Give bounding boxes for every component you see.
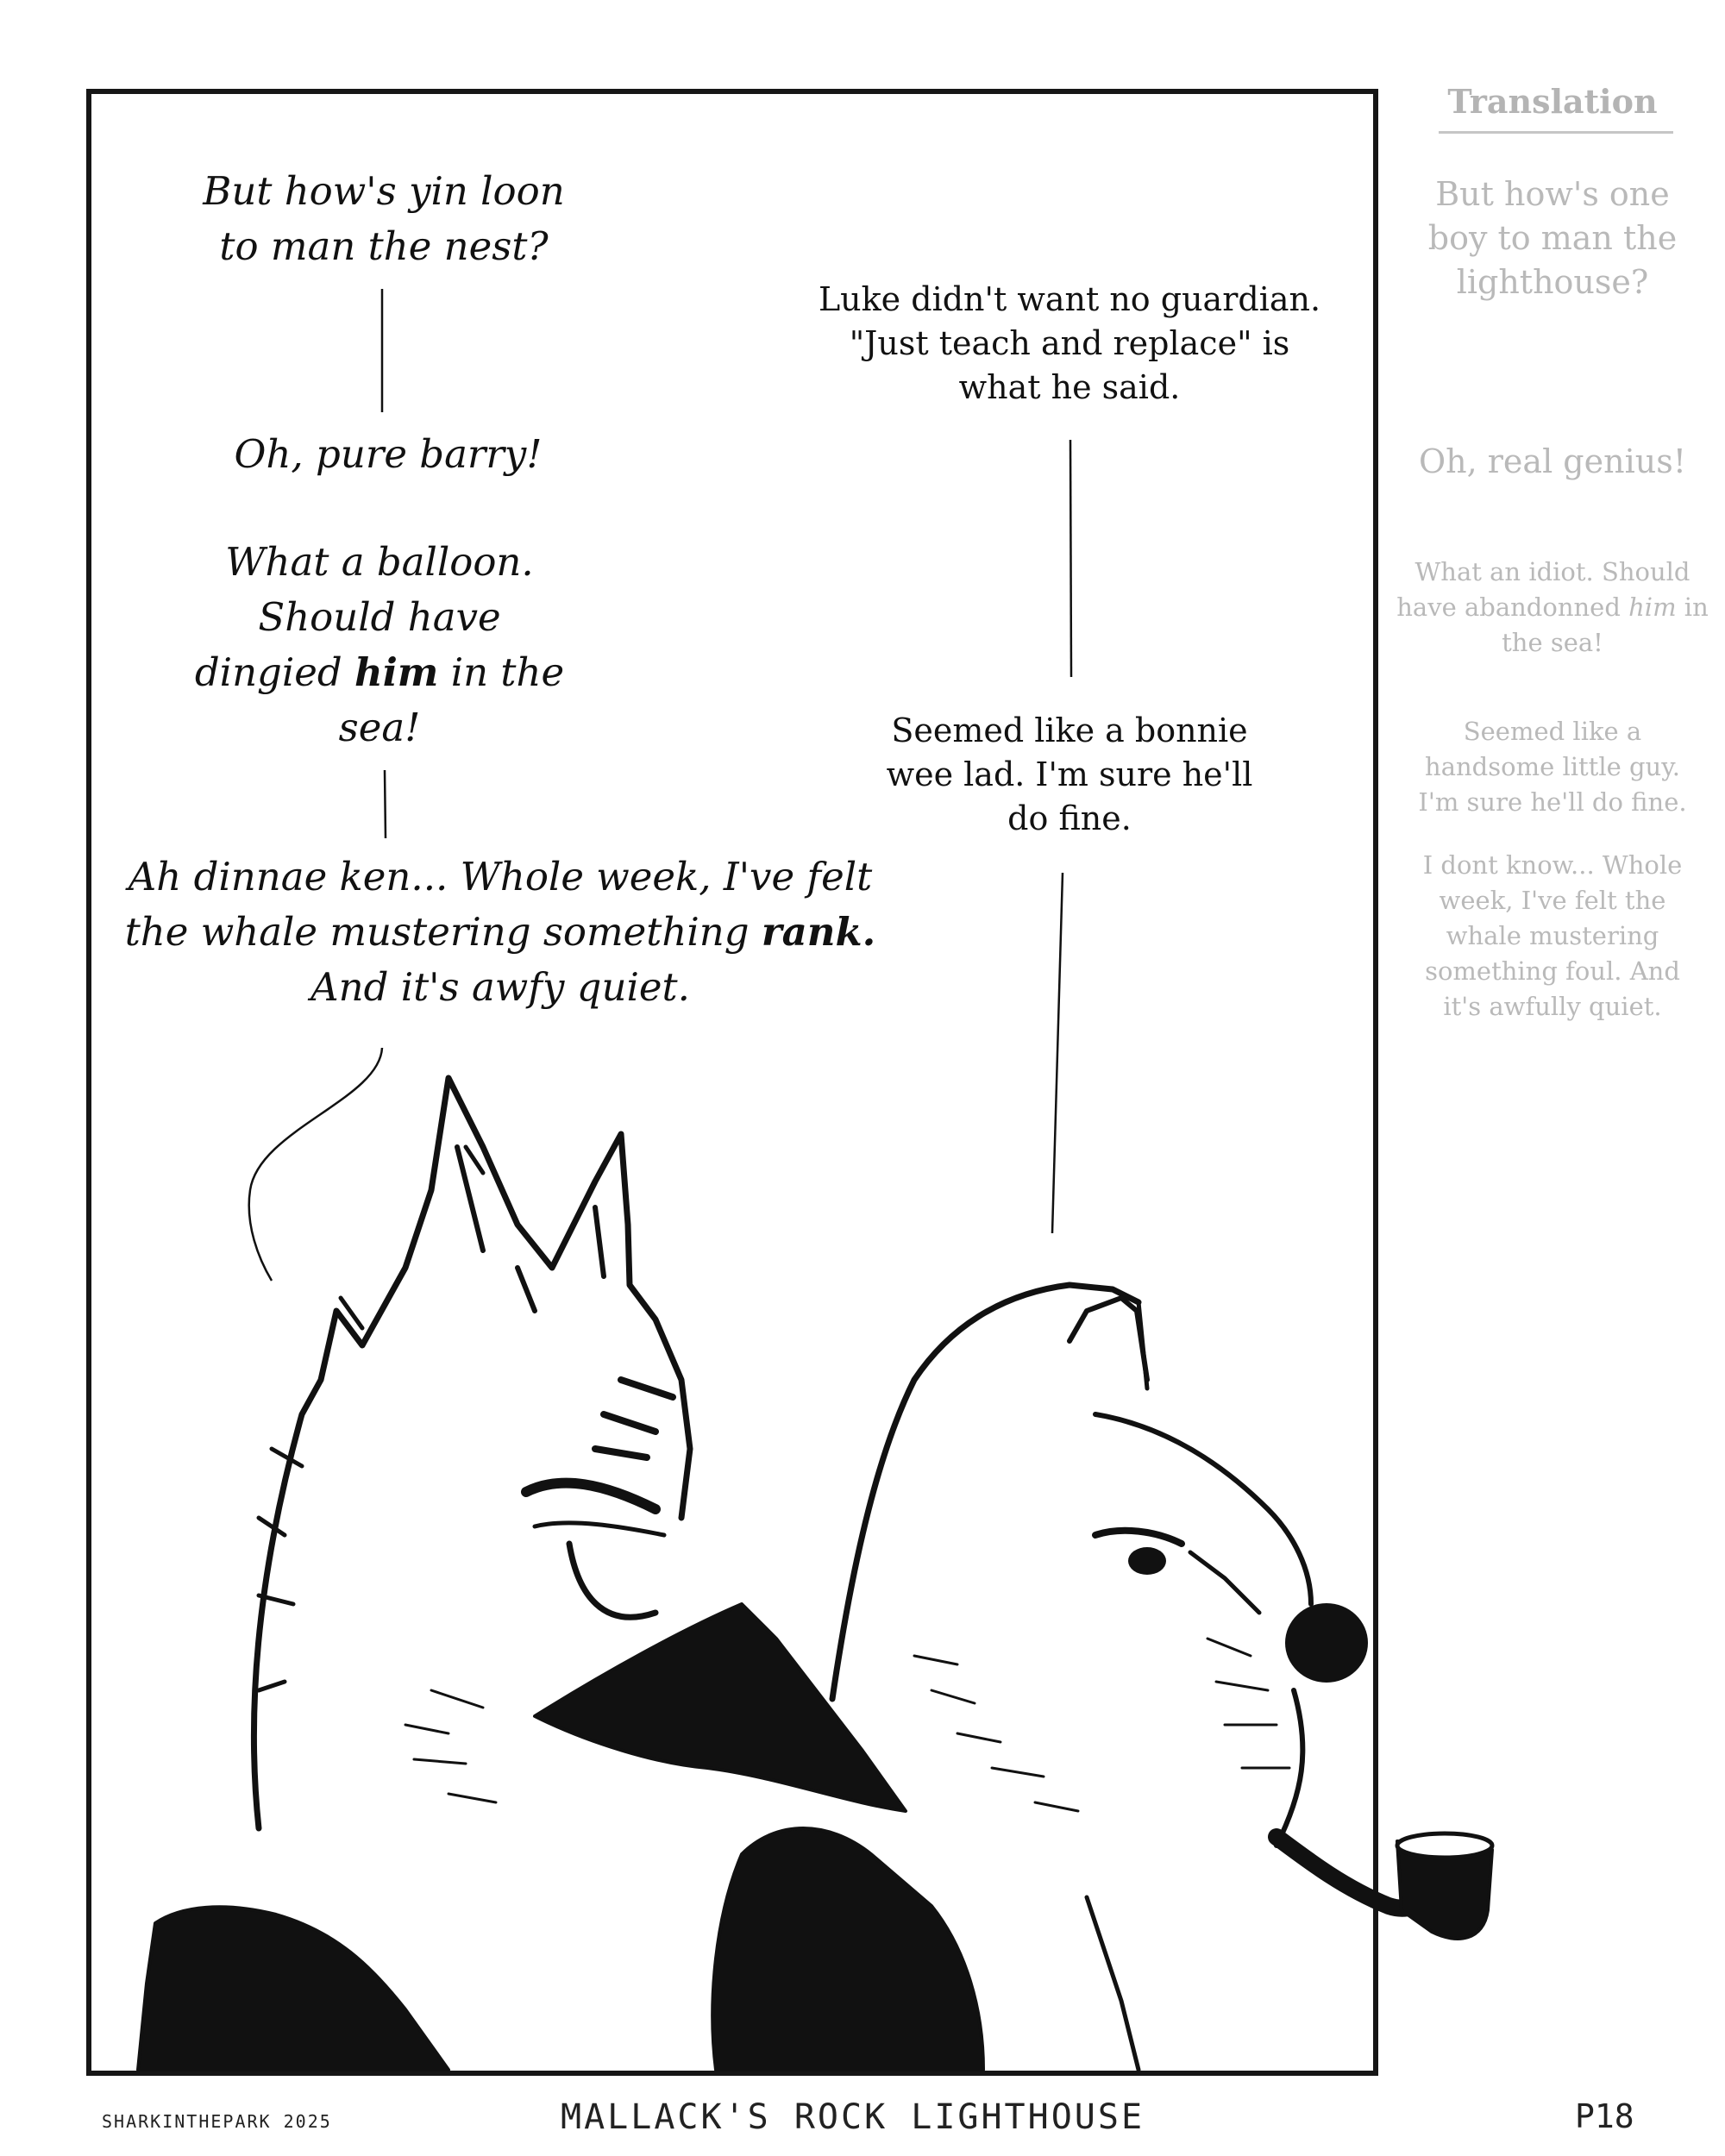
translation-divider (1439, 131, 1673, 134)
speech-line-4-a: Ah dinnae ken... Whole week, I've felt the whale mustering something (124, 854, 873, 955)
speech-right-1: Luke didn't want no guardian. "Just teach and replace" is what he said. (818, 280, 1321, 406)
translation-heading: Translation (1447, 82, 1658, 121)
speech-line-1: But how's yin loon to man the nest? (203, 168, 565, 269)
translation-3 (1389, 555, 1716, 661)
artist-credit: SHARKINTHEPARK 2025 (102, 2111, 332, 2132)
translation-3-b: in the sea! (1502, 592, 1709, 657)
speech-right-2: Seemed like a bonnie wee lad. I'm sure he'll do fine. (886, 711, 1253, 837)
speech-line-3-b: in the sea! (338, 649, 565, 750)
translation-4: Seemed like a handsome little guy. I'm sure he'll do fine. (1418, 717, 1687, 817)
speech-line-4-b: And it's awfy quiet. (310, 964, 690, 1010)
speech-line-3-a: What a balloon. Should have dingied (194, 539, 534, 695)
translation-3-a: What an idiot. Should have abandonned (1396, 557, 1690, 622)
page-number: P18 (1575, 2097, 1634, 2135)
speech-line-3-emphasis: him (354, 649, 439, 695)
translation-1: But how's one boy to man the lighthouse? (1427, 175, 1678, 301)
translation-5: I dont know... Whole week, I've felt the whale mustering something foul. And it's awfully quiet. (1422, 850, 1683, 1021)
speech-line-2: Oh, pure barry! (234, 431, 543, 477)
speech-line-3 (190, 535, 569, 755)
speech-line-4 (112, 849, 888, 1015)
speech-line-4-emphasis: rank. (761, 909, 876, 955)
comic-title: MALLACK'S ROCK LIGHTHOUSE (561, 2097, 1145, 2137)
translation-3-emphasis: him (1628, 592, 1677, 622)
translation-2: Oh, real genius! (1418, 442, 1686, 480)
